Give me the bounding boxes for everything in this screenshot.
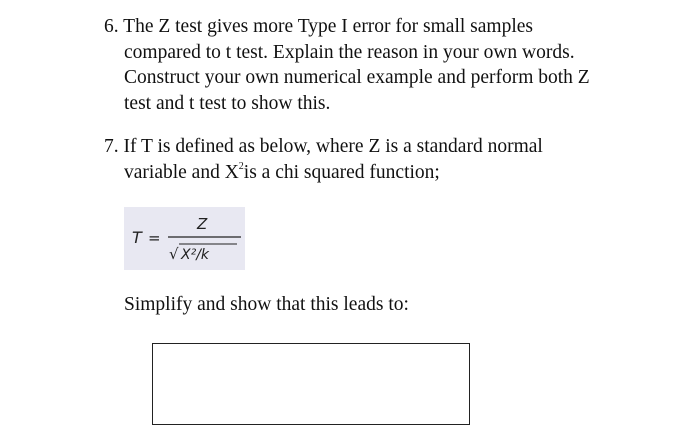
t-statistic-formula — [124, 207, 245, 270]
answer-box — [152, 343, 470, 425]
question-7-text-2a: variable and X — [124, 161, 239, 183]
question-7-number: 7. — [104, 136, 119, 157]
question-6-text-1: The Z test gives more Type I error for small samples — [123, 16, 533, 37]
formula-equals: = — [148, 229, 161, 247]
chi-squared-superscript: 2 — [238, 160, 244, 172]
formula-graphic — [124, 207, 245, 270]
question-6-line-1 — [104, 14, 590, 40]
simplify-instruction: Simplify and show that this leads to: — [124, 294, 409, 315]
question-6 — [104, 14, 590, 116]
question-7-text-1: If T is defined as below, where Z is a standard normal — [123, 136, 543, 157]
question-7-line-1 — [104, 134, 543, 160]
question-7-text-2b: is a chi squared function; — [243, 161, 440, 183]
question-7 — [104, 134, 543, 185]
question-6-line-2: compared to t test. Explain the reason in your own words. — [124, 41, 575, 63]
formula-lhs: T — [132, 228, 142, 247]
question-6-line-3: Construct your own numerical example and perform both Z — [124, 67, 590, 88]
formula-numerator: Z — [197, 215, 208, 233]
question-7-line-2 — [104, 160, 543, 186]
formula-radical: √ — [169, 245, 179, 263]
question-6-number: 6. — [104, 16, 119, 37]
question-6-line-4: test and t test to show this. — [124, 92, 331, 114]
formula-denominator: X²/k — [181, 247, 210, 263]
